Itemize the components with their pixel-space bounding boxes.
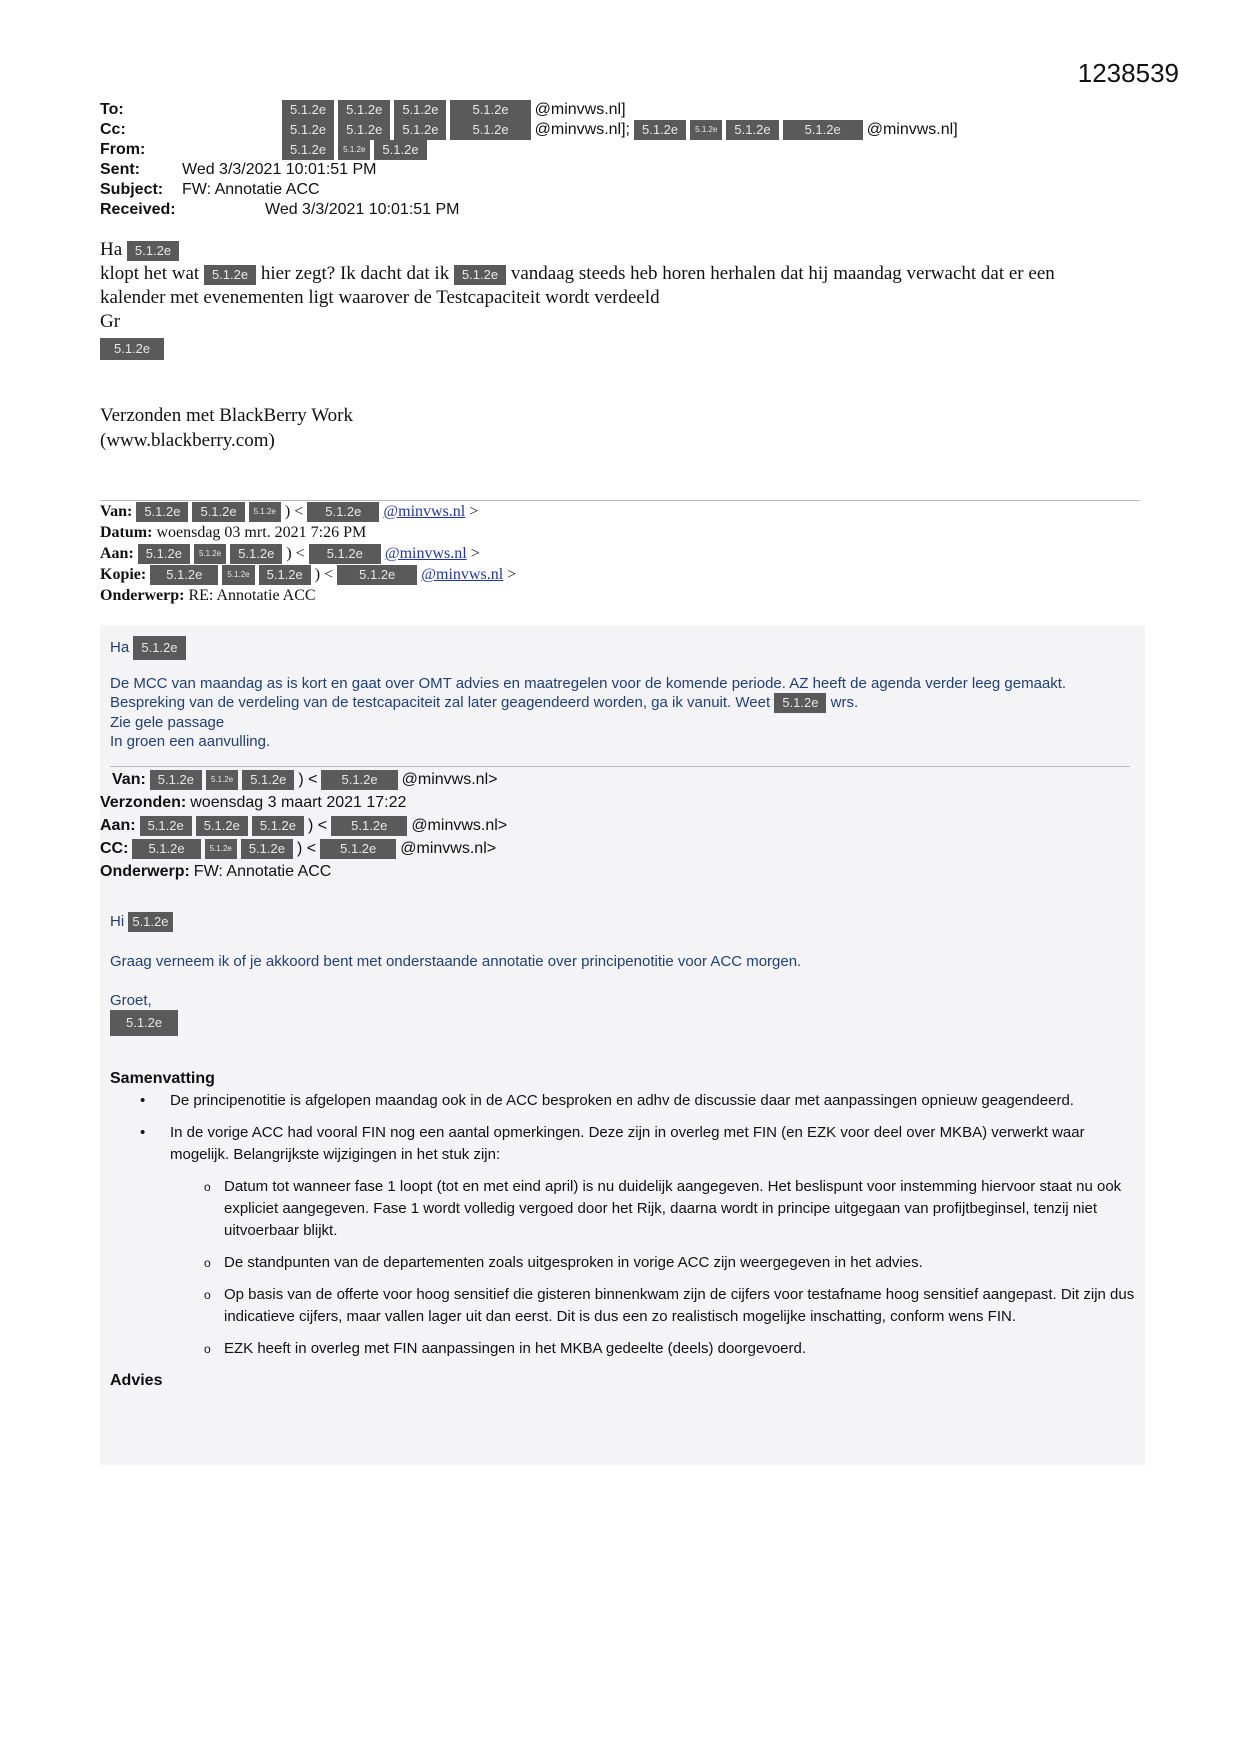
redaction: 5.1.2e xyxy=(338,100,390,120)
summary-title: Samenvatting xyxy=(110,1070,215,1087)
forward-header-1 xyxy=(100,501,516,606)
kopie-row xyxy=(100,564,516,585)
bracket: ) < xyxy=(298,771,318,788)
bullet-item: • In de vorige ACC had vooral FIN nog een aantal opmerkingen. Deze zijn in overleg met FIN (en EZK voor deel over MKBA) verwerkt waar mogelijk. Belangrijkste wijzigingen in het stuk zijn: xyxy=(110,1122,1140,1166)
subject-label: Subject: xyxy=(100,181,164,198)
redaction: 5.1.2e xyxy=(259,565,311,585)
bracket: ) < xyxy=(286,545,305,562)
onderwerp-row xyxy=(100,860,507,883)
bullet-item: • De principenotitie is afgelopen maandag ook in de ACC besproken en adhv de discussie daar met aanpassingen opnieuw geagendeerd. xyxy=(110,1090,1140,1112)
bracket-close: > xyxy=(507,566,517,583)
redaction: 5.1.2e xyxy=(338,120,390,140)
bracket: ) < xyxy=(308,817,328,834)
sub-bullet-item: o Op basis van de offerte voor hoog sensitief die gisteren binnenkwam zijn de cijfers voor testafname hoog sensitief aangepast. Dit zijn dus indicatieve cijfers, maar vallen lager uit dan eerst. Dit is dus een zo realistisch mogelijke inschatting, conform wens FIN. xyxy=(110,1284,1140,1328)
van-label: Van: xyxy=(100,503,133,520)
redaction: 5.1.2e xyxy=(450,100,530,120)
redaction: 5.1.2e xyxy=(140,816,192,836)
van-row xyxy=(100,501,516,522)
paragraph xyxy=(110,674,1140,713)
received-row xyxy=(100,200,958,220)
van-row xyxy=(100,768,507,791)
onderwerp-label: Onderwerp: xyxy=(100,863,190,880)
aan-label: Aan: xyxy=(100,545,134,562)
summary-list xyxy=(110,1090,1140,1360)
paragraph: Graag verneem ik of je akkoord bent met onderstaande annotatie over principenotitie voor ACC morgen. xyxy=(110,953,802,971)
signature-line xyxy=(100,336,1140,360)
received-value: Wed 3/3/2021 10:01:51 PM xyxy=(265,201,460,218)
email-link[interactable]: @minvws.nl xyxy=(383,503,466,520)
to-label: To: xyxy=(100,101,124,118)
redaction: 5.1.2e xyxy=(282,140,334,160)
aan-row xyxy=(100,543,516,564)
signature-text: Verzonden met BlackBerry Work xyxy=(100,405,353,426)
paragraph: Zie gele passage xyxy=(110,714,225,732)
bracket: ) < xyxy=(297,840,317,857)
greeting-line xyxy=(100,238,1140,262)
received-label: Received: xyxy=(100,201,176,218)
message-line: kalender met evenementen ligt waarover de Testcapaciteit wordt verdeeld xyxy=(100,287,660,308)
advies-title: Advies xyxy=(110,1372,163,1389)
sub-bullet-item: o De standpunten van de departementen zoals uitgesproken in vorige ACC zijn weergegeven in het advies. xyxy=(110,1252,1140,1274)
document-number: 1238539 xyxy=(1077,58,1179,88)
bracket-close: > xyxy=(470,545,480,562)
onderwerp-value: FW: Annotatie ACC xyxy=(193,863,332,880)
redaction: 5.1.2e xyxy=(100,338,164,360)
redaction: 5.1.2e xyxy=(205,839,237,859)
verzonden-value: woensdag 3 maart 2021 17:22 xyxy=(190,794,407,811)
email-domain: @minvws.nl] xyxy=(534,101,626,118)
email-address: @minvws.nl> xyxy=(400,840,497,857)
redaction: 5.1.2e xyxy=(222,565,254,585)
onderwerp-label: Onderwerp: xyxy=(100,587,185,604)
onderwerp-value: RE: Annotatie ACC xyxy=(188,587,316,604)
redaction: 5.1.2e xyxy=(282,100,334,120)
redaction: 5.1.2e xyxy=(249,502,281,522)
redaction: 5.1.2e xyxy=(307,502,379,522)
redaction: 5.1.2e xyxy=(282,120,334,140)
paragraph: In groen een aanvulling. xyxy=(110,733,271,751)
sub-bullet-item: o Datum tot wanneer fase 1 loopt (tot en met eind april) is nu duidelijk aangegeven. Het beslispunt voor instemming hiervoor staat nu ook expliciet aangegeven. Fase 1 wordt volledig vergoed door het Rijk, daarna wordt in principe uitgegaan van profijtbeginsel, tenzij niet uitvoerbaar blijkt. xyxy=(110,1176,1140,1242)
datum-row xyxy=(100,522,516,543)
from-row xyxy=(100,140,958,160)
redaction: 5.1.2e xyxy=(374,140,426,160)
redaction: 5.1.2e xyxy=(726,120,778,140)
message-text: klopt het wat xyxy=(100,263,200,284)
redaction: 5.1.2e xyxy=(133,636,185,660)
to-row xyxy=(100,100,958,120)
email-link[interactable]: @minvws.nl xyxy=(421,566,504,583)
bracket-close: > xyxy=(469,503,479,520)
redaction: 5.1.2e xyxy=(331,816,407,836)
redaction: 5.1.2e xyxy=(321,770,397,790)
subject-value: FW: Annotatie ACC xyxy=(182,181,320,198)
sent-row xyxy=(100,160,958,180)
cc-row xyxy=(100,120,958,140)
redaction: 5.1.2e xyxy=(150,565,218,585)
forward-header-2 xyxy=(100,768,507,883)
greeting-line xyxy=(110,636,1140,660)
cc-row xyxy=(100,837,507,860)
message-body xyxy=(100,238,1140,360)
greeting: Hi xyxy=(110,913,125,930)
aan-label: Aan: xyxy=(100,817,136,834)
redaction: 5.1.2e xyxy=(204,265,256,285)
redaction: 5.1.2e xyxy=(394,120,446,140)
forward-body-1 xyxy=(110,636,1140,751)
cc-label: Cc: xyxy=(100,121,126,138)
from-label: From: xyxy=(100,141,146,158)
redaction: 5.1.2e xyxy=(127,241,179,261)
greeting-line xyxy=(110,912,1140,932)
redaction: 5.1.2e xyxy=(138,544,190,564)
cc-label: CC: xyxy=(100,840,129,857)
summary-section xyxy=(110,1068,1140,1392)
redaction: 5.1.2e xyxy=(774,693,826,713)
redaction: 5.1.2e xyxy=(206,770,238,790)
redaction: 5.1.2e xyxy=(110,1010,178,1036)
redaction: 5.1.2e xyxy=(192,502,244,522)
redaction: 5.1.2e xyxy=(309,544,381,564)
redaction: 5.1.2e xyxy=(337,565,417,585)
redaction: 5.1.2e xyxy=(230,544,282,564)
redaction: 5.1.2e xyxy=(634,120,686,140)
blackberry-signature xyxy=(100,403,353,453)
aan-row xyxy=(100,814,507,837)
redaction: 5.1.2e xyxy=(194,544,226,564)
redaction: 5.1.2e xyxy=(450,120,530,140)
message-text: vandaag steeds heb horen herhalen dat hij maandag verwacht dat er een xyxy=(510,263,1055,284)
redaction: 5.1.2e xyxy=(394,100,446,120)
separator xyxy=(110,766,1130,767)
redaction: 5.1.2e xyxy=(252,816,304,836)
redaction: 5.1.2e xyxy=(128,912,172,932)
paragraph-text: wrs. xyxy=(830,694,859,711)
onderwerp-row xyxy=(100,585,516,606)
verzonden-label: Verzonden: xyxy=(100,794,187,811)
verzonden-row xyxy=(100,791,507,814)
redaction: 5.1.2e xyxy=(132,839,200,859)
closing: Gr xyxy=(100,311,121,332)
signature-line xyxy=(110,1010,1140,1036)
email-address: @minvws.nl> xyxy=(401,771,498,788)
message-line xyxy=(100,262,1140,286)
greeting: Ha xyxy=(100,239,123,260)
email-domain: @minvws.nl] xyxy=(866,121,958,138)
datum-label: Datum: xyxy=(100,524,153,541)
redaction: 5.1.2e xyxy=(136,502,188,522)
redaction: 5.1.2e xyxy=(196,816,248,836)
kopie-label: Kopie: xyxy=(100,566,147,583)
forward-body-2 xyxy=(110,912,1140,1036)
subject-row xyxy=(100,180,958,200)
message-text: hier zegt? Ik dacht dat ik xyxy=(260,263,450,284)
datum-value: woensdag 03 mrt. 2021 7:26 PM xyxy=(156,524,367,541)
groet: Groet, xyxy=(110,992,152,1010)
email-link[interactable]: @minvws.nl xyxy=(384,545,467,562)
redaction: 5.1.2e xyxy=(783,120,863,140)
email-header xyxy=(100,100,958,220)
redaction: 5.1.2e xyxy=(320,839,396,859)
greeting: Ha xyxy=(110,638,130,656)
sent-label: Sent: xyxy=(100,161,140,178)
redaction: 5.1.2e xyxy=(338,140,370,160)
van-label: Van: xyxy=(112,771,146,788)
email-address: @minvws.nl> xyxy=(411,817,508,834)
redaction: 5.1.2e xyxy=(150,770,202,790)
email-domain: @minvws.nl]; xyxy=(534,121,630,138)
sent-value: Wed 3/3/2021 10:01:51 PM xyxy=(182,161,377,178)
redaction: 5.1.2e xyxy=(242,770,294,790)
signature-url: (www.blackberry.com) xyxy=(100,430,275,451)
paragraph-text: De MCC van maandag as is kort en gaat over OMT advies en maatregelen voor de komende periode. AZ heeft de agenda verder leeg gemaakt. Bespreking van de verdeling van de testcapaciteit zal later geagendeerd worden, ga ik vanuit. Weet xyxy=(110,675,1067,711)
redaction: 5.1.2e xyxy=(241,839,293,859)
redaction: 5.1.2e xyxy=(454,265,506,285)
bracket: ) < xyxy=(314,566,334,583)
bracket: ) < xyxy=(284,503,304,520)
redaction: 5.1.2e xyxy=(690,120,722,140)
sub-bullet-item: o EZK heeft in overleg met FIN aanpassingen in het MKBA gedeelte (deels) doorgevoerd. xyxy=(110,1338,1140,1360)
